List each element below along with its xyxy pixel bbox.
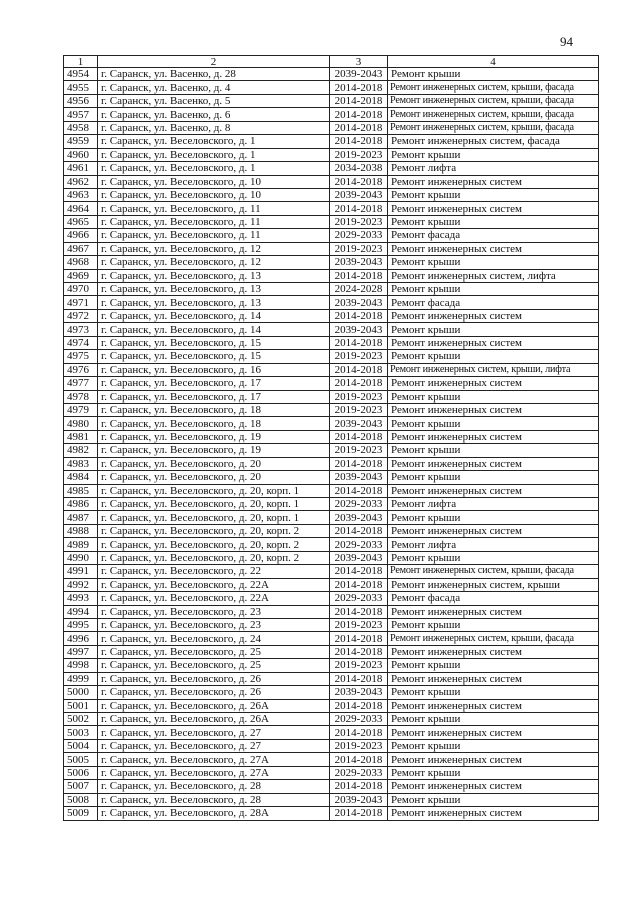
cell-period: 2039-2043 [330, 511, 388, 524]
cell-address: г. Саранск, ул. Веселовского, д. 11 [98, 229, 330, 242]
cell-address: г. Саранск, ул. Веселовского, д. 25 [98, 645, 330, 658]
cell-works: Ремонт фасада [388, 592, 599, 605]
cell-period: 2014-2018 [330, 457, 388, 470]
cell-period: 2019-2023 [330, 148, 388, 161]
cell-period: 2014-2018 [330, 309, 388, 322]
cell-row-number: 4970 [64, 283, 98, 296]
cell-address: г. Саранск, ул. Васенко, д. 6 [98, 108, 330, 121]
cell-address: г. Саранск, ул. Веселовского, д. 23 [98, 605, 330, 618]
cell-works: Ремонт инженерных систем, крыши, фасада [388, 565, 599, 578]
page-number: 94 [560, 34, 573, 49]
table-row [64, 148, 599, 161]
cell-period: 2014-2018 [330, 699, 388, 712]
cell-works: Ремонт крыши [388, 390, 599, 403]
cell-address: г. Саранск, ул. Веселовского, д. 26А [98, 699, 330, 712]
cell-row-number: 4985 [64, 484, 98, 497]
cell-works: Ремонт лифта [388, 538, 599, 551]
table-row [64, 135, 599, 148]
table-row [64, 699, 599, 712]
cell-works: Ремонт крыши [388, 511, 599, 524]
cell-address: г. Саранск, ул. Веселовского, д. 11 [98, 202, 330, 215]
cell-period: 2014-2018 [330, 363, 388, 376]
cell-period: 2019-2023 [330, 242, 388, 255]
cell-period: 2019-2023 [330, 618, 388, 631]
cell-row-number: 4982 [64, 444, 98, 457]
cell-row-number: 4967 [64, 242, 98, 255]
cell-address: г. Саранск, ул. Веселовского, д. 18 [98, 417, 330, 430]
cell-address: г. Саранск, ул. Веселовского, д. 20, корп. 2 [98, 538, 330, 551]
cell-works: Ремонт инженерных систем [388, 524, 599, 537]
cell-address: г. Саранск, ул. Веселовского, д. 23 [98, 618, 330, 631]
cell-works: Ремонт крыши [388, 551, 599, 564]
cell-row-number: 4991 [64, 565, 98, 578]
cell-works: Ремонт крыши [388, 417, 599, 430]
table-row [64, 471, 599, 484]
table-row [64, 283, 599, 296]
cell-period: 2039-2043 [330, 188, 388, 201]
cell-works: Ремонт крыши [388, 68, 599, 81]
cell-works: Ремонт инженерных систем [388, 430, 599, 443]
cell-period: 2014-2018 [330, 202, 388, 215]
cell-row-number: 4976 [64, 363, 98, 376]
cell-address: г. Саранск, ул. Веселовского, д. 18 [98, 403, 330, 416]
cell-works: Ремонт крыши [388, 188, 599, 201]
cell-address: г. Саранск, ул. Веселовского, д. 20 [98, 471, 330, 484]
table-row [64, 175, 599, 188]
cell-works: Ремонт инженерных систем, крыши, фасада [388, 81, 599, 94]
cell-period: 2014-2018 [330, 81, 388, 94]
cell-row-number: 4980 [64, 417, 98, 430]
cell-works: Ремонт инженерных систем [388, 175, 599, 188]
cell-row-number: 4983 [64, 457, 98, 470]
cell-row-number: 4995 [64, 618, 98, 631]
table-row [64, 659, 599, 672]
cell-address: г. Саранск, ул. Веселовского, д. 19 [98, 444, 330, 457]
cell-period: 2039-2043 [330, 296, 388, 309]
cell-address: г. Саранск, ул. Веселовского, д. 27А [98, 753, 330, 766]
table-row [64, 444, 599, 457]
cell-address: г. Саранск, ул. Васенко, д. 4 [98, 81, 330, 94]
cell-row-number: 4986 [64, 498, 98, 511]
cell-row-number: 4966 [64, 229, 98, 242]
column-header-1: 1 [64, 56, 98, 68]
cell-address: г. Саранск, ул. Веселовского, д. 20 [98, 457, 330, 470]
table-row [64, 753, 599, 766]
table-row [64, 309, 599, 322]
cell-period: 2039-2043 [330, 323, 388, 336]
table-row [64, 807, 599, 820]
cell-works: Ремонт инженерных систем, крыши, фасада [388, 94, 599, 107]
cell-period: 2014-2018 [330, 377, 388, 390]
cell-period: 2014-2018 [330, 726, 388, 739]
cell-address: г. Саранск, ул. Веселовского, д. 14 [98, 323, 330, 336]
cell-works: Ремонт инженерных систем, крыши, лифта [388, 363, 599, 376]
cell-row-number: 5006 [64, 766, 98, 779]
cell-address: г. Саранск, ул. Веселовского, д. 12 [98, 256, 330, 269]
table-row [64, 686, 599, 699]
cell-row-number: 4958 [64, 121, 98, 134]
cell-works: Ремонт инженерных систем [388, 457, 599, 470]
cell-works: Ремонт фасада [388, 229, 599, 242]
cell-row-number: 4964 [64, 202, 98, 215]
cell-works: Ремонт инженерных систем [388, 309, 599, 322]
cell-row-number: 4959 [64, 135, 98, 148]
cell-row-number: 4993 [64, 592, 98, 605]
cell-address: г. Саранск, ул. Веселовского, д. 1 [98, 135, 330, 148]
cell-works: Ремонт инженерных систем, крыши, фасада [388, 632, 599, 645]
table-row [64, 511, 599, 524]
cell-period: 2019-2023 [330, 659, 388, 672]
cell-works: Ремонт инженерных систем, фасада [388, 135, 599, 148]
cell-address: г. Саранск, ул. Веселовского, д. 20, корп. 1 [98, 511, 330, 524]
table-row [64, 726, 599, 739]
cell-works: Ремонт инженерных систем [388, 726, 599, 739]
cell-address: г. Саранск, ул. Веселовского, д. 1 [98, 148, 330, 161]
table-row [64, 377, 599, 390]
table-row [64, 484, 599, 497]
cell-address: г. Саранск, ул. Веселовского, д. 15 [98, 350, 330, 363]
cell-period: 2024-2028 [330, 283, 388, 296]
cell-address: г. Саранск, ул. Веселовского, д. 25 [98, 659, 330, 672]
table-row [64, 403, 599, 416]
table-row [64, 363, 599, 376]
table-row [64, 565, 599, 578]
cell-row-number: 4981 [64, 430, 98, 443]
cell-row-number: 5004 [64, 739, 98, 752]
cell-address: г. Саранск, ул. Веселовского, д. 22 [98, 565, 330, 578]
cell-period: 2019-2023 [330, 403, 388, 416]
cell-address: г. Саранск, ул. Веселовского, д. 27 [98, 739, 330, 752]
table-row [64, 188, 599, 201]
cell-row-number: 4997 [64, 645, 98, 658]
table-row [64, 766, 599, 779]
cell-row-number: 4954 [64, 68, 98, 81]
cell-period: 2039-2043 [330, 551, 388, 564]
cell-period: 2014-2018 [330, 780, 388, 793]
cell-address: г. Саранск, ул. Веселовского, д. 19 [98, 430, 330, 443]
table-row [64, 780, 599, 793]
cell-address: г. Саранск, ул. Веселовского, д. 10 [98, 175, 330, 188]
cell-address: г. Саранск, ул. Веселовского, д. 1 [98, 162, 330, 175]
table-row [64, 672, 599, 685]
cell-address: г. Саранск, ул. Веселовского, д. 26 [98, 686, 330, 699]
cell-row-number: 4979 [64, 403, 98, 416]
cell-works: Ремонт фасада [388, 296, 599, 309]
table-row [64, 632, 599, 645]
cell-address: г. Саранск, ул. Веселовского, д. 14 [98, 309, 330, 322]
cell-works: Ремонт инженерных систем, крыши, фасада [388, 108, 599, 121]
table-row [64, 417, 599, 430]
cell-period: 2029-2033 [330, 498, 388, 511]
cell-period: 2019-2023 [330, 739, 388, 752]
cell-row-number: 5009 [64, 807, 98, 820]
cell-period: 2014-2018 [330, 578, 388, 591]
cell-period: 2014-2018 [330, 524, 388, 537]
table-row [64, 121, 599, 134]
cell-row-number: 4977 [64, 377, 98, 390]
table-body [64, 68, 599, 821]
cell-address: г. Саранск, ул. Веселовского, д. 28А [98, 807, 330, 820]
cell-row-number: 4975 [64, 350, 98, 363]
table-row [64, 430, 599, 443]
cell-works: Ремонт инженерных систем [388, 699, 599, 712]
table-row [64, 336, 599, 349]
cell-period: 2014-2018 [330, 269, 388, 282]
cell-row-number: 4973 [64, 323, 98, 336]
cell-address: г. Саранск, ул. Веселовского, д. 20, корп. 1 [98, 484, 330, 497]
cell-address: г. Саранск, ул. Веселовского, д. 28 [98, 793, 330, 806]
cell-period: 2014-2018 [330, 672, 388, 685]
cell-period: 2014-2018 [330, 565, 388, 578]
cell-row-number: 5000 [64, 686, 98, 699]
table-row [64, 605, 599, 618]
cell-works: Ремонт инженерных систем [388, 403, 599, 416]
cell-period: 2039-2043 [330, 68, 388, 81]
cell-period: 2014-2018 [330, 484, 388, 497]
cell-period: 2034-2038 [330, 162, 388, 175]
column-header-2: 2 [98, 56, 330, 68]
cell-period: 2019-2023 [330, 350, 388, 363]
cell-address: г. Саранск, ул. Веселовского, д. 20, корп. 1 [98, 498, 330, 511]
table-row [64, 108, 599, 121]
cell-address: г. Саранск, ул. Веселовского, д. 26 [98, 672, 330, 685]
cell-period: 2014-2018 [330, 807, 388, 820]
cell-row-number: 4987 [64, 511, 98, 524]
repair-schedule-table [63, 55, 599, 821]
cell-works: Ремонт крыши [388, 686, 599, 699]
table-row [64, 538, 599, 551]
cell-address: г. Саранск, ул. Веселовского, д. 13 [98, 269, 330, 282]
cell-works: Ремонт инженерных систем [388, 202, 599, 215]
cell-row-number: 4971 [64, 296, 98, 309]
cell-works: Ремонт крыши [388, 444, 599, 457]
cell-period: 2029-2033 [330, 766, 388, 779]
cell-address: г. Саранск, ул. Васенко, д. 28 [98, 68, 330, 81]
cell-period: 2029-2033 [330, 229, 388, 242]
cell-address: г. Саранск, ул. Веселовского, д. 20, корп. 2 [98, 551, 330, 564]
cell-works: Ремонт лифта [388, 162, 599, 175]
cell-row-number: 5008 [64, 793, 98, 806]
table-row [64, 256, 599, 269]
cell-works: Ремонт крыши [388, 766, 599, 779]
table-row [64, 524, 599, 537]
cell-row-number: 4956 [64, 94, 98, 107]
table-row [64, 269, 599, 282]
table-row [64, 618, 599, 631]
cell-row-number: 4969 [64, 269, 98, 282]
cell-period: 2019-2023 [330, 444, 388, 457]
cell-address: г. Саранск, ул. Веселовского, д. 13 [98, 283, 330, 296]
cell-works: Ремонт крыши [388, 793, 599, 806]
cell-address: г. Саранск, ул. Веселовского, д. 12 [98, 242, 330, 255]
table-row [64, 592, 599, 605]
cell-period: 2014-2018 [330, 753, 388, 766]
cell-works: Ремонт инженерных систем [388, 336, 599, 349]
cell-row-number: 4996 [64, 632, 98, 645]
cell-row-number: 4992 [64, 578, 98, 591]
cell-row-number: 4984 [64, 471, 98, 484]
cell-address: г. Саранск, ул. Веселовского, д. 22А [98, 592, 330, 605]
cell-row-number: 4994 [64, 605, 98, 618]
cell-works: Ремонт крыши [388, 323, 599, 336]
cell-period: 2014-2018 [330, 135, 388, 148]
cell-row-number: 4961 [64, 162, 98, 175]
cell-period: 2014-2018 [330, 632, 388, 645]
cell-period: 2039-2043 [330, 417, 388, 430]
cell-period: 2014-2018 [330, 94, 388, 107]
cell-row-number: 4962 [64, 175, 98, 188]
cell-works: Ремонт крыши [388, 471, 599, 484]
table-row [64, 578, 599, 591]
table-row [64, 229, 599, 242]
cell-period: 2029-2033 [330, 538, 388, 551]
cell-period: 2019-2023 [330, 215, 388, 228]
cell-row-number: 5002 [64, 713, 98, 726]
table-row [64, 162, 599, 175]
cell-row-number: 4957 [64, 108, 98, 121]
cell-address: г. Саранск, ул. Веселовского, д. 17 [98, 390, 330, 403]
table-row [64, 323, 599, 336]
cell-works: Ремонт инженерных систем [388, 753, 599, 766]
cell-row-number: 4988 [64, 524, 98, 537]
table-row [64, 713, 599, 726]
cell-period: 2039-2043 [330, 793, 388, 806]
cell-period: 2039-2043 [330, 686, 388, 699]
cell-period: 2014-2018 [330, 175, 388, 188]
cell-row-number: 4968 [64, 256, 98, 269]
cell-works: Ремонт крыши [388, 713, 599, 726]
cell-address: г. Саранск, ул. Веселовского, д. 15 [98, 336, 330, 349]
table-row [64, 94, 599, 107]
table-row [64, 739, 599, 752]
table-row [64, 551, 599, 564]
cell-row-number: 4955 [64, 81, 98, 94]
cell-address: г. Саранск, ул. Веселовского, д. 17 [98, 377, 330, 390]
cell-row-number: 4998 [64, 659, 98, 672]
cell-address: г. Саранск, ул. Веселовского, д. 20, корп. 2 [98, 524, 330, 537]
cell-row-number: 4990 [64, 551, 98, 564]
cell-address: г. Саранск, ул. Веселовского, д. 10 [98, 188, 330, 201]
cell-works: Ремонт инженерных систем, крыши, фасада [388, 121, 599, 134]
cell-works: Ремонт инженерных систем, крыши [388, 578, 599, 591]
cell-address: г. Саранск, ул. Васенко, д. 5 [98, 94, 330, 107]
cell-works: Ремонт крыши [388, 618, 599, 631]
cell-period: 2014-2018 [330, 605, 388, 618]
cell-period: 2014-2018 [330, 336, 388, 349]
cell-period: 2014-2018 [330, 108, 388, 121]
cell-row-number: 4963 [64, 188, 98, 201]
cell-row-number: 4960 [64, 148, 98, 161]
cell-row-number: 4999 [64, 672, 98, 685]
cell-works: Ремонт инженерных систем [388, 672, 599, 685]
cell-address: г. Саранск, ул. Веселовского, д. 27А [98, 766, 330, 779]
cell-address: г. Саранск, ул. Веселовского, д. 24 [98, 632, 330, 645]
cell-row-number: 5005 [64, 753, 98, 766]
cell-works: Ремонт инженерных систем [388, 377, 599, 390]
cell-row-number: 4965 [64, 215, 98, 228]
table-row [64, 793, 599, 806]
cell-period: 2039-2043 [330, 256, 388, 269]
cell-period: 2014-2018 [330, 430, 388, 443]
cell-works: Ремонт инженерных систем [388, 242, 599, 255]
cell-works: Ремонт крыши [388, 256, 599, 269]
cell-row-number: 4972 [64, 309, 98, 322]
cell-works: Ремонт крыши [388, 148, 599, 161]
cell-address: г. Саранск, ул. Веселовского, д. 22А [98, 578, 330, 591]
cell-address: г. Саранск, ул. Веселовского, д. 26А [98, 713, 330, 726]
cell-works: Ремонт крыши [388, 283, 599, 296]
table-row [64, 68, 599, 81]
cell-period: 2039-2043 [330, 471, 388, 484]
cell-address: г. Саранск, ул. Веселовского, д. 27 [98, 726, 330, 739]
table-row [64, 215, 599, 228]
column-header-4: 4 [388, 56, 599, 68]
cell-address: г. Саранск, ул. Веселовского, д. 11 [98, 215, 330, 228]
cell-works: Ремонт крыши [388, 215, 599, 228]
cell-works: Ремонт инженерных систем, лифта [388, 269, 599, 282]
cell-row-number: 5001 [64, 699, 98, 712]
cell-row-number: 4978 [64, 390, 98, 403]
column-header-3: 3 [330, 56, 388, 68]
table-header-row [64, 56, 599, 68]
cell-works: Ремонт лифта [388, 498, 599, 511]
cell-row-number: 4989 [64, 538, 98, 551]
cell-works: Ремонт крыши [388, 659, 599, 672]
cell-works: Ремонт инженерных систем [388, 807, 599, 820]
table-row [64, 645, 599, 658]
cell-works: Ремонт инженерных систем [388, 484, 599, 497]
cell-period: 2029-2033 [330, 592, 388, 605]
cell-works: Ремонт инженерных систем [388, 645, 599, 658]
table-row [64, 350, 599, 363]
table-row [64, 81, 599, 94]
cell-address: г. Саранск, ул. Веселовского, д. 13 [98, 296, 330, 309]
cell-works: Ремонт крыши [388, 739, 599, 752]
table-row [64, 390, 599, 403]
table-row [64, 202, 599, 215]
cell-period: 2014-2018 [330, 645, 388, 658]
cell-address: г. Саранск, ул. Веселовского, д. 28 [98, 780, 330, 793]
cell-row-number: 5003 [64, 726, 98, 739]
cell-row-number: 5007 [64, 780, 98, 793]
table-row [64, 242, 599, 255]
cell-address: г. Саранск, ул. Васенко, д. 8 [98, 121, 330, 134]
cell-period: 2014-2018 [330, 121, 388, 134]
cell-works: Ремонт инженерных систем [388, 780, 599, 793]
table-row [64, 296, 599, 309]
cell-period: 2019-2023 [330, 390, 388, 403]
cell-works: Ремонт крыши [388, 350, 599, 363]
cell-works: Ремонт инженерных систем [388, 605, 599, 618]
table-row [64, 498, 599, 511]
cell-period: 2029-2033 [330, 713, 388, 726]
table-row [64, 457, 599, 470]
cell-address: г. Саранск, ул. Веселовского, д. 16 [98, 363, 330, 376]
cell-row-number: 4974 [64, 336, 98, 349]
